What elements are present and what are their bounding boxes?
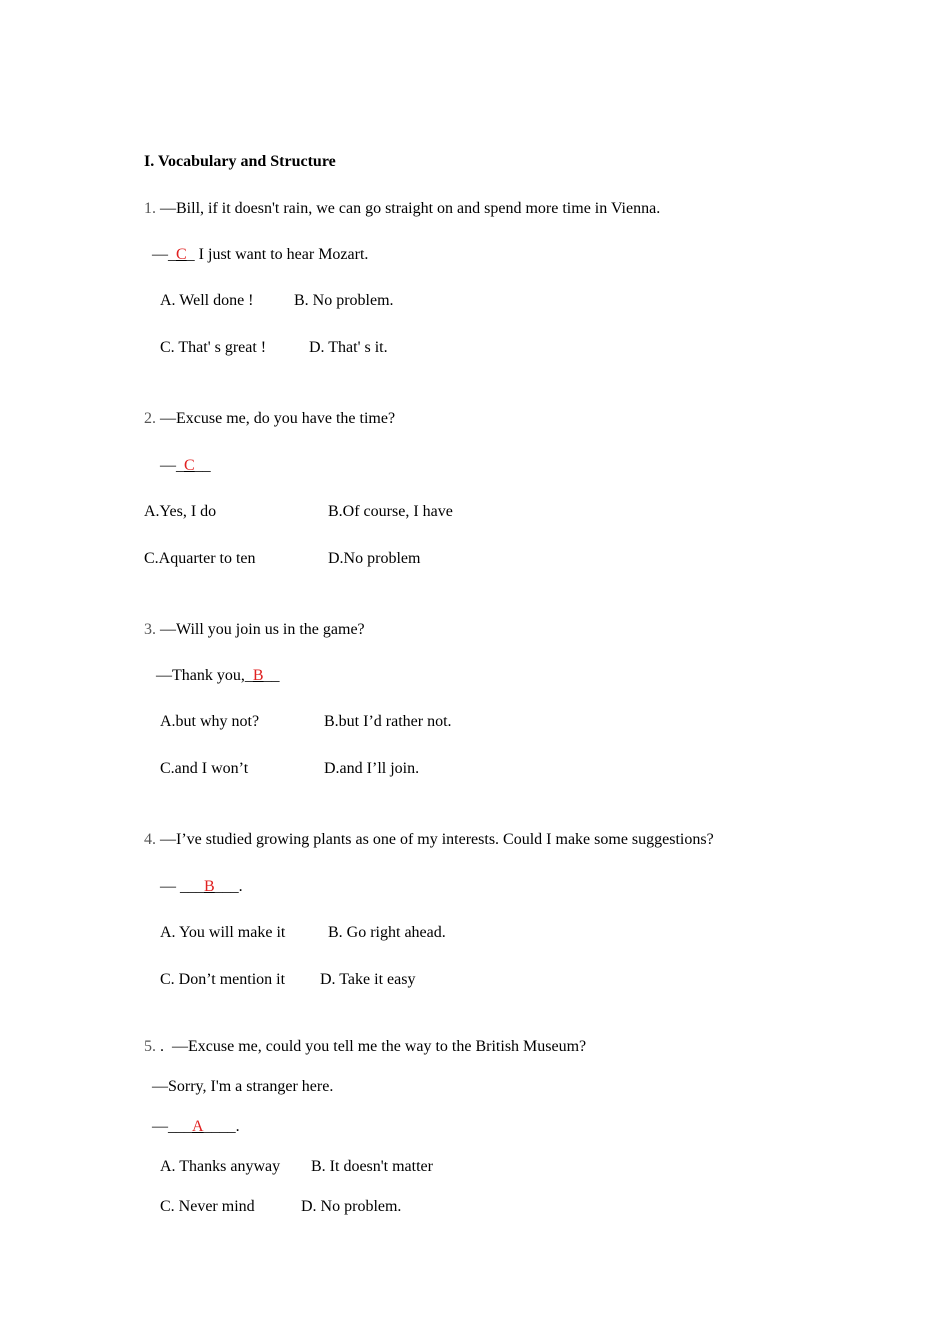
question-2-option-a: A.Yes, I do xyxy=(144,503,217,520)
reply-prefix: — xyxy=(152,246,168,263)
question-4-stem: —I’ve studied growing plants as one of my interests. Could I make some suggestions? xyxy=(156,831,714,848)
question-1-stem: —Bill, if it doesn't rain, we can go straight on and spend more time in Vienna. xyxy=(156,200,661,217)
blank-left: ___ xyxy=(168,1118,192,1135)
question-5-option-d: D. No problem. xyxy=(301,1198,402,1215)
question-2-stem: —Excuse me, do you have the time? xyxy=(156,410,396,427)
question-5-number: 5. xyxy=(144,1038,156,1055)
question-3-option-c: C.and I won’t xyxy=(160,760,249,777)
question-5-reply xyxy=(152,1117,240,1137)
blank-right: __ xyxy=(263,667,280,684)
question-4-answer: B xyxy=(204,878,215,895)
question-2-option-d: D.No problem xyxy=(328,550,421,567)
section-title: I. Vocabulary and Structure xyxy=(144,153,336,170)
question-4-number: 4. xyxy=(144,831,156,848)
question-5-stem-line xyxy=(144,1037,586,1057)
question-1-answer: C xyxy=(176,246,187,263)
question-2-reply xyxy=(160,456,211,476)
question-5-answer: A xyxy=(192,1118,204,1135)
question-3-option-a: A.but why not? xyxy=(160,713,260,730)
question-3-stem-line xyxy=(144,620,365,640)
question-5-option-b: B. It doesn't matter xyxy=(311,1158,433,1175)
blank-right: _ xyxy=(186,246,195,263)
question-1-stem-line xyxy=(144,199,660,219)
question-3-number: 3. xyxy=(144,621,156,638)
question-5-stem: . —Excuse me, could you tell me the way to the British Museum? xyxy=(156,1038,587,1055)
blank-left: _ xyxy=(168,246,176,263)
question-4-option-b: B. Go right ahead. xyxy=(328,924,446,941)
question-5-option-c: C. Never mind xyxy=(160,1198,255,1215)
question-2-stem-line xyxy=(144,409,395,429)
blank-left: ___ xyxy=(180,878,204,895)
question-1-option-c: C. That' s great ! xyxy=(160,339,267,356)
reply-suffix: . xyxy=(238,878,243,895)
question-1-number: 1. xyxy=(144,200,156,217)
question-3-answer: B xyxy=(252,667,264,684)
question-5-middle-line: —Sorry, I'm a stranger here. xyxy=(152,1078,334,1095)
question-3-stem: —Will you join us in the game? xyxy=(156,621,365,638)
question-4-option-a: A. You will make it xyxy=(160,924,286,941)
reply-prefix: — xyxy=(160,878,180,895)
question-2-option-c: C.Aquarter to ten xyxy=(144,550,256,567)
question-3-option-d: D.and I’ll join. xyxy=(324,760,420,777)
reply-suffix: I just want to hear Mozart. xyxy=(194,246,369,263)
question-1-reply xyxy=(152,245,368,265)
blank-left: _ xyxy=(176,457,184,474)
reply-prefix: — xyxy=(152,1118,168,1135)
question-2-number: 2. xyxy=(144,410,156,427)
blank-left: _ xyxy=(244,667,253,684)
reply-prefix: — xyxy=(160,457,176,474)
question-4-option-d: D. Take it easy xyxy=(320,971,416,988)
question-5-option-a: A. Thanks anyway xyxy=(160,1158,281,1175)
question-1-option-b: B. No problem. xyxy=(294,292,394,309)
question-4-option-c: C. Don’t mention it xyxy=(160,971,286,988)
blank-right: ___ xyxy=(214,878,239,895)
question-3-reply xyxy=(156,666,280,686)
blank-right: ____ xyxy=(203,1118,236,1135)
question-3-option-b: B.but I’d rather not. xyxy=(324,713,452,730)
question-2-option-b: B.Of course, I have xyxy=(328,503,453,520)
question-4-stem-line xyxy=(144,830,714,850)
question-4-reply xyxy=(160,877,243,897)
blank-right: __ xyxy=(194,457,211,474)
question-1-option-d: D. That' s it. xyxy=(309,339,388,356)
reply-suffix: . xyxy=(235,1118,240,1135)
question-1-option-a: A. Well done ! xyxy=(160,292,254,309)
question-2-answer: C xyxy=(184,457,195,474)
reply-prefix: —Thank you, xyxy=(156,667,245,684)
